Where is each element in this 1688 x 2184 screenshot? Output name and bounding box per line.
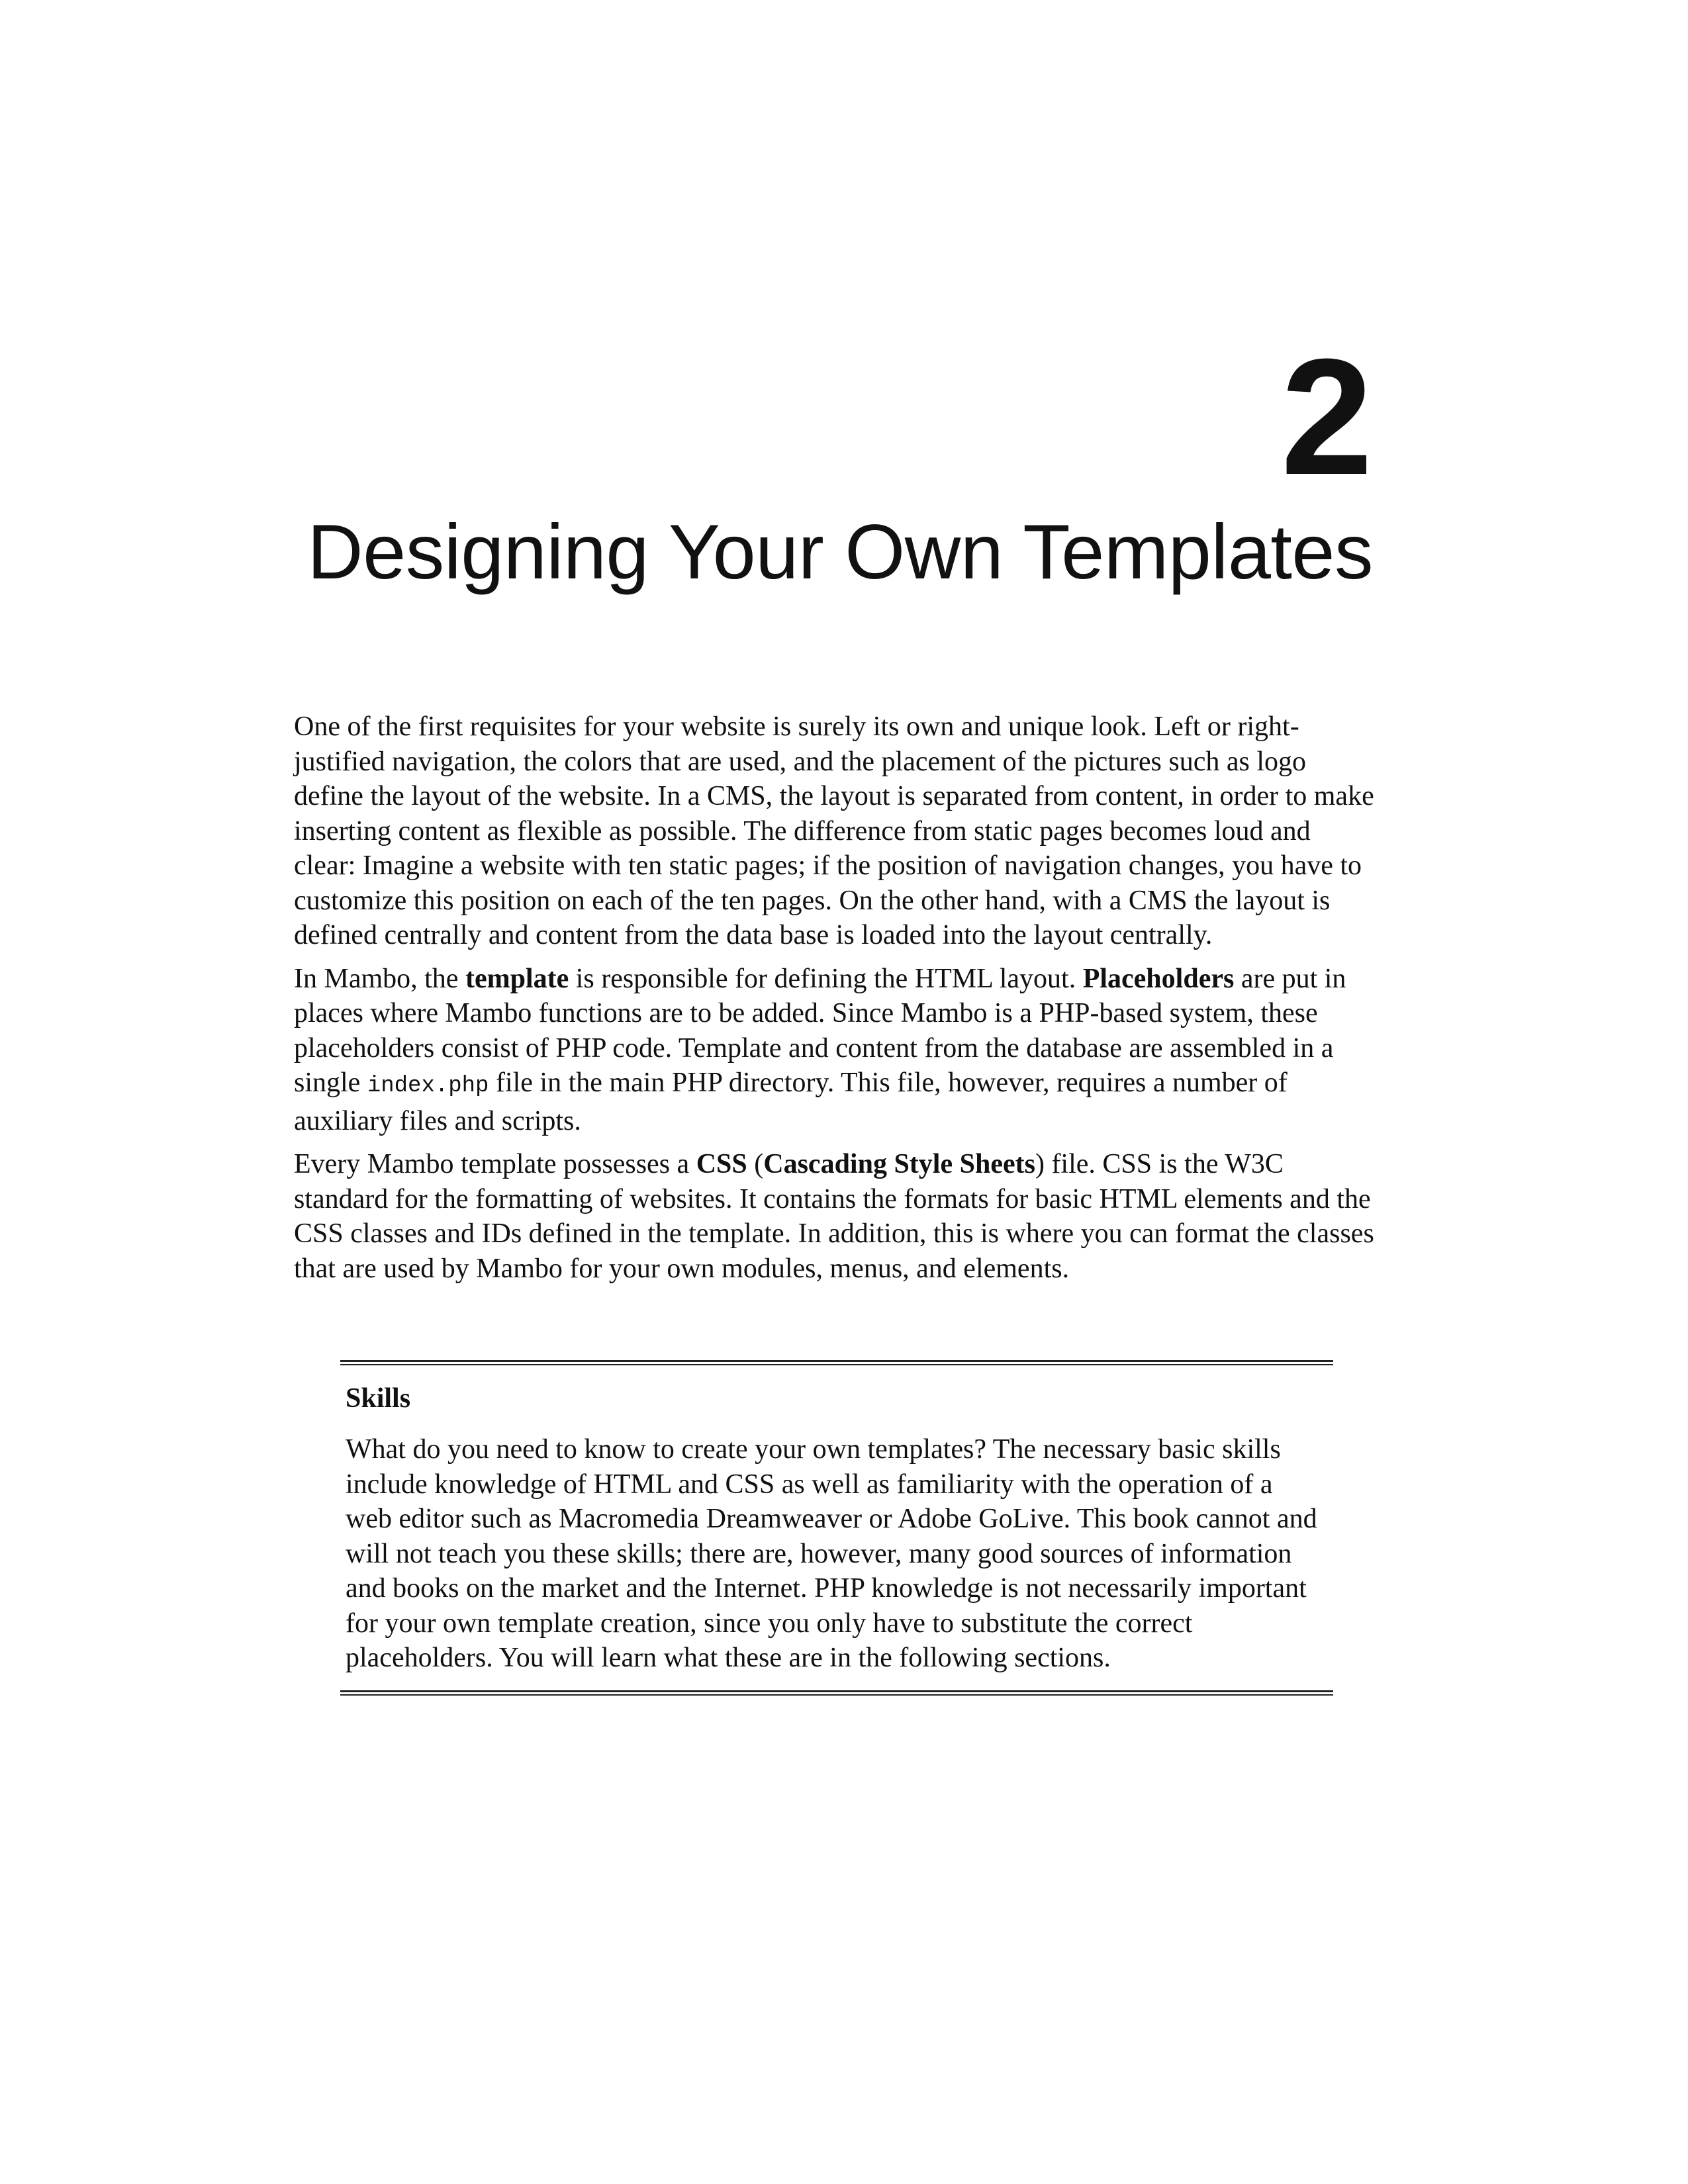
skills-callout xyxy=(340,1360,1333,1696)
chapter-title: Designing Your Own Templates xyxy=(307,508,1373,595)
term-cascading-style-sheets: Cascading Style Sheets xyxy=(763,1149,1035,1179)
callout-body: What do you need to know to create your own templates? The necessary basic skills include knowledge of HTML and CSS as well as familiarity with the operation of a web editor such as Macromedia Dreamweaver or Adobe GoLive. This book cannot and will not teach you these skills; there are, however, many good sources of information and books on the market and the Internet. PHP knowledge is not necessarily important for your own template creation, since you only have to substitute the correct placeholders. You will learn what these are in the following sections. xyxy=(346,1434,1317,1673)
code-filename: index.php xyxy=(367,1073,489,1099)
chapter-number: 2 xyxy=(1280,324,1373,509)
term-placeholders: Placeholders xyxy=(1082,963,1235,994)
term-template: template xyxy=(465,963,569,994)
callout-top-rule xyxy=(340,1360,1333,1365)
callout-title: Skills xyxy=(346,1383,411,1414)
paragraph-css: Every Mambo template possesses a CSS (Cascading Style Sheets) file. CSS is the W3C standard for the formatting of websites. It contains the formats for basic HTML elements and the CSS classes and IDs defined in the template. In addition, this is where you can format the classes that are used by Mambo for your own modules, menus, and elements. xyxy=(294,1149,1374,1284)
callout-bottom-rule xyxy=(340,1690,1333,1696)
paragraph-template: In Mambo, the template is responsible for defining the HTML layout. Placeholders are put in places where Mambo functions are to be added. Since Mambo is a PHP-based system, these placeholders consist of PHP code. Template and content from the database are assembled in a single index.php file in the main PHP directory. This file, however, requires a number of auxiliary files and scripts. xyxy=(294,963,1346,1136)
term-css: CSS xyxy=(696,1149,747,1179)
paragraph-intro: One of the first requisites for your website is surely its own and unique look. Left or right-justified navigation, the colors that are used, and the placement of the pictures such as logo define the layout of the website. In a CMS, the layout is separated from content, in order to make inserting content as flexible as possible. The difference from static pages becomes loud and clear: Imagine a website with ten static pages; if the position of navigation changes, you have to customize this position on each of the ten pages. On the other hand, with a CMS the layout is defined centrally and content from the data base is loaded into the layout centrally. xyxy=(294,711,1374,950)
body-text xyxy=(294,709,1376,1295)
